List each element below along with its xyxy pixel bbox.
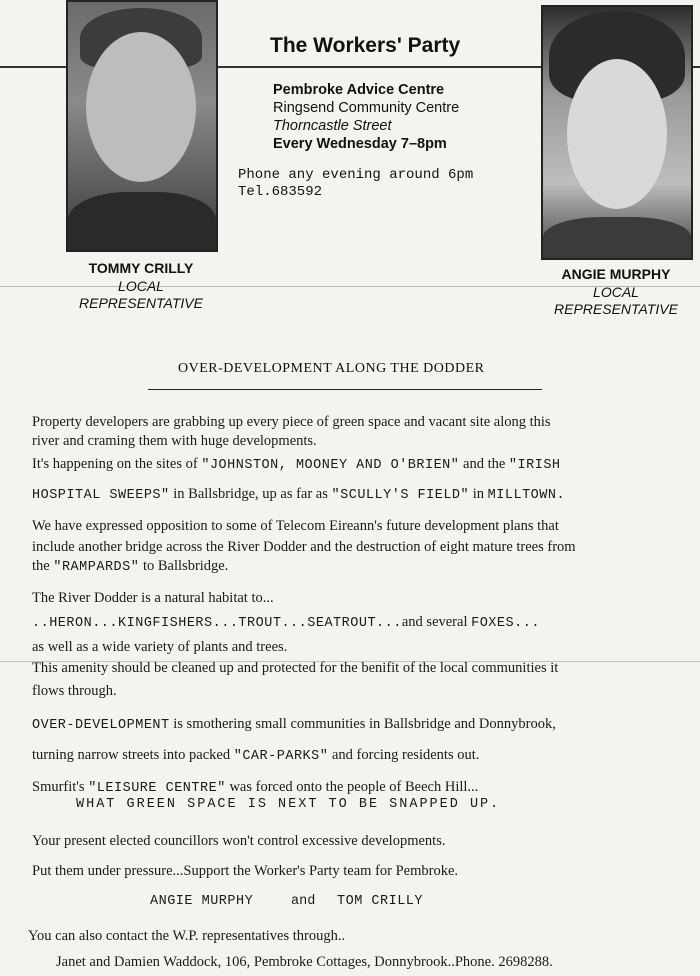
text: and the [459,456,509,472]
signature-tom-crilly: TOM CRILLY [337,894,424,909]
portrait-angie-murphy [541,5,693,260]
emphasis: "LEISURE CENTRE" [88,781,226,796]
paragraph-6: Your present elected councillors won't control excessive developments. [32,833,446,849]
contact-address: Janet and Damien Waddock, 106, Pembroke Cottages, Donnybrook..Phone. 2698288. [56,954,553,970]
paragraph-1-line-1: Property developers are grabbing up every piece of green space and vacant site along this [32,414,551,430]
text: in [469,486,488,502]
emphasis: OVER-DEVELOPMENT [32,718,170,733]
paragraph-3-line-4: This amenity should be cleaned up and protected for the benifit of the local communities it [32,660,559,676]
portrait-tommy-crilly [66,0,218,252]
text: is smothering small communities in Ballsbridge and Donnybrook, [169,716,556,732]
advice-centre-name: Pembroke Advice Centre [273,82,445,98]
paragraph-2-line-1: We have expressed opposition to some of Telecom Eireann's future development plans that [32,518,559,534]
paragraph-3-line-5: flows through. [32,683,117,699]
rep-right-name: ANGIE MURPHY [561,266,671,282]
paragraph-1-line-2: river and craming them with huge developments. [32,433,317,449]
paragraph-7: Put them under pressure...Support the Worker's Party team for Pembroke. [32,863,459,879]
paragraph-3-line-1: The River Dodder is a natural habitat to... [32,590,274,606]
advice-centre-hours: Every Wednesday 7–8pm [273,136,447,152]
paragraph-4-line-1 [32,716,556,733]
signature-and: and [291,894,316,909]
paragraph-2-line-2: include another bridge across the River Dodder and the destruction of eight mature trees from [32,539,576,555]
paragraph-5-line-2: WHAT GREEN SPACE IS NEXT TO BE SNAPPED UP. [76,797,501,812]
site-name: "IRISH [508,458,561,473]
paragraph-4-line-2 [32,747,479,764]
site-name: "JOHNSTON, MOONEY AND O'BRIEN" [201,458,460,473]
paragraph-2-line-3 [32,558,228,575]
phone-instructions: Phone any evening around 6pm [238,167,474,183]
text: turning narrow streets into packed [32,747,234,763]
rep-right-role-line1: LOCAL [593,284,639,300]
rep-right-role-line2: REPRESENTATIVE [554,301,678,317]
face-shape [86,32,196,182]
text: in Ballsbridge, up as far as [169,486,332,502]
place-name: MILLTOWN. [487,488,566,503]
article-heading: OVER-DEVELOPMENT ALONG THE DODDER [178,361,485,376]
text: and forcing residents out. [328,747,480,763]
paragraph-5-line-1 [32,779,478,796]
paragraph-3-line-2 [32,614,540,631]
text: the [32,558,54,574]
face-shape [567,59,667,209]
signature-angie-murphy: ANGIE MURPHY [150,894,254,909]
paragraph-1-line-3 [32,456,561,473]
paragraph-1-line-4 [32,486,565,503]
heading-underline [148,389,542,390]
advice-centre-street: Thorncastle Street [273,118,392,134]
text: It's happening on the sites of [32,456,202,472]
emphasis: "CAR-PARKS" [233,749,329,764]
text: and several [401,614,472,630]
text: Smurfit's [32,779,89,795]
paragraph-8: You can also contact the W.P. representatives through.. [28,928,346,944]
paragraph-3-line-3: as well as a wide variety of plants and trees. [32,639,288,655]
site-name: "RAMPARDS" [53,560,140,575]
text: was forced onto the people of Beech Hill... [225,779,479,795]
rep-left-role-line2: REPRESENTATIVE [79,295,203,311]
rep-left-name: TOMMY CRILLY [88,260,194,276]
site-name: "SCULLY'S FIELD" [331,488,470,503]
site-name: HOSPITAL SWEEPS" [32,488,170,503]
shoulders-shape [68,192,216,252]
phone-number: Tel.683592 [238,184,323,200]
rep-left-role-line1: LOCAL [118,278,164,294]
party-title: The Workers' Party [270,34,461,57]
advice-centre-venue: Ringsend Community Centre [273,100,460,116]
wildlife-list: ..HERON...KINGFISHERS...TROUT...SEATROUT... [32,616,402,631]
text: to Ballsbridge. [139,558,229,574]
shoulders-shape [543,217,691,260]
wildlife-foxes: FOXES... [471,616,540,631]
